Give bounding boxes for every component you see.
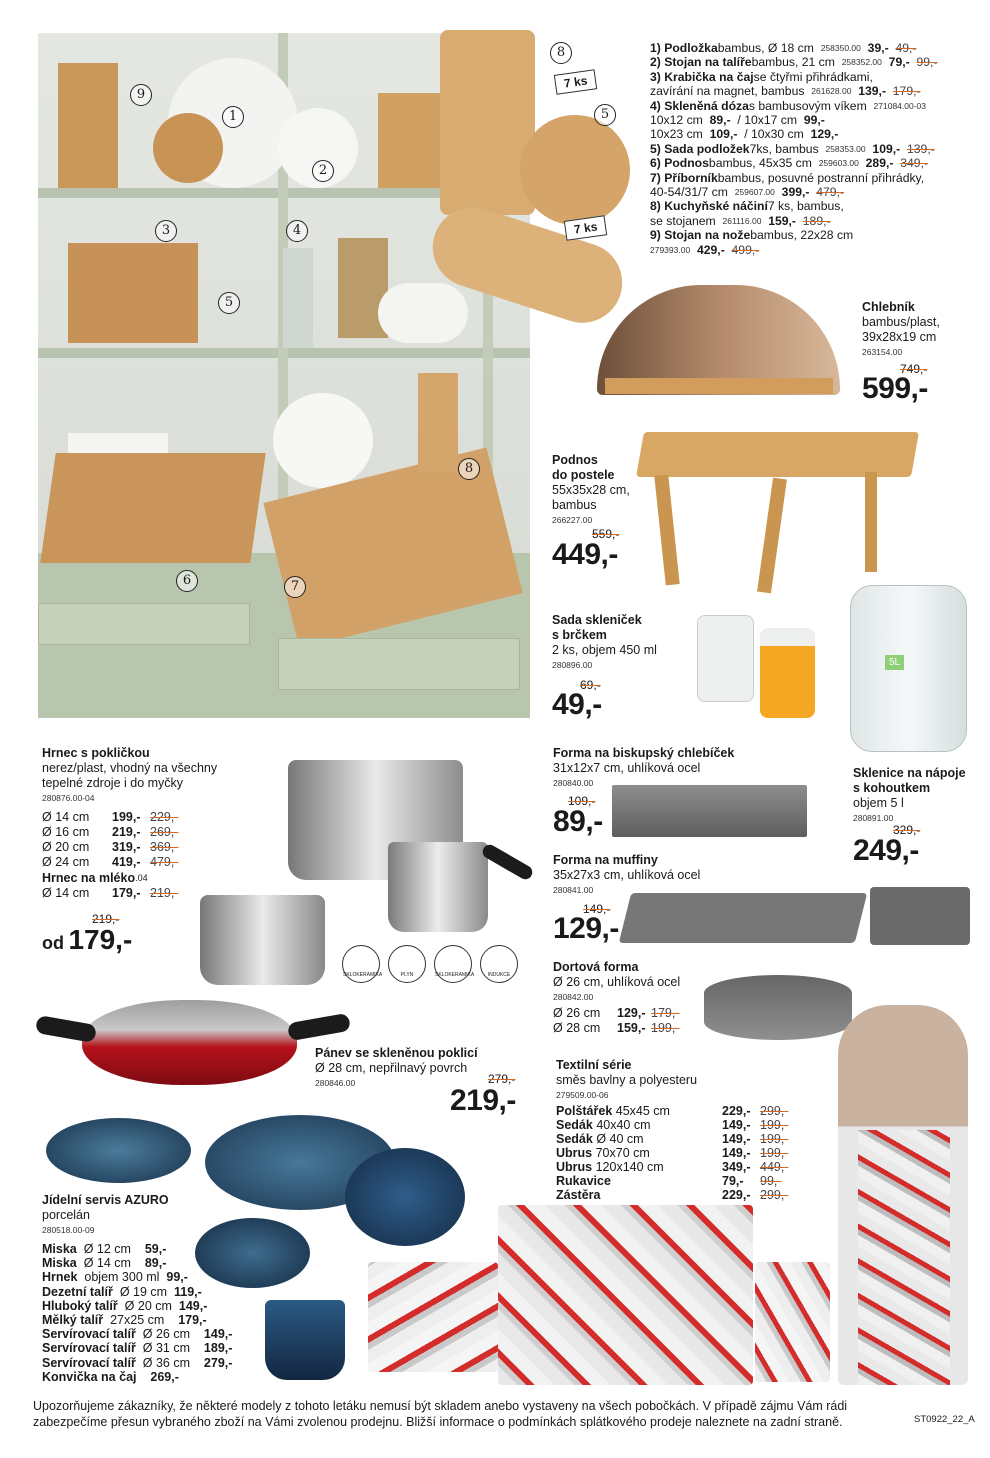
podnos-old-price: 559,- — [592, 527, 620, 541]
list-item: 9) Stojan na nože bambus, 22x28 cm — [650, 228, 854, 243]
list-item: 279393.00 429,- 499,- — [650, 242, 760, 257]
newspaper-tablecloth-photo — [498, 1205, 753, 1385]
azuro-info — [42, 1193, 169, 1238]
chlebnik-info — [862, 300, 940, 360]
list-item: 7) Příborník bambus, posuvné postranní přihrádky, — [650, 170, 925, 185]
table-row: Ubrus 120x140 cm 349,- 449,- — [556, 1160, 789, 1174]
forma-chleb-code: 280840.00 — [553, 778, 594, 788]
forma-chleb-desc: 31x12x7 cm, uhlíková ocel — [553, 761, 701, 775]
azuro-title: Jídelní servis AZURO — [42, 1193, 169, 1207]
photo-number-8b: 8 — [550, 42, 572, 64]
badge-7ks-utensils: 7 ks — [554, 69, 598, 95]
gas-hob-icon: PLYN — [388, 945, 426, 983]
panev-old-price: 279,- — [488, 1072, 516, 1086]
sklenicky-title: Sada skleniček — [552, 613, 642, 627]
list-item: 8) Kuchyňské náčiní 7 ks, bambus, — [650, 199, 844, 214]
table-row: Ø 26 cm 129,- 179,- — [553, 1006, 680, 1020]
chlebnik-price: 599,- — [862, 372, 928, 405]
dortova-info — [553, 960, 680, 1005]
sklenicky-price: 49,- — [552, 688, 602, 721]
panev-title: Pánev se skleněnou poklicí — [315, 1046, 478, 1060]
footer-line-1: Upozorňujeme zákazníky, že některé modely z tohoto letáku nemusí být skladem anebo vystaveny na všech pobočkách. V případě zájmu Vám rádi — [33, 1399, 848, 1413]
list-item: zavírání na magnet, bambus 261628.00 139,- 179,- — [650, 84, 921, 99]
dortova-desc: Ø 26 cm, uhlíková ocel — [553, 975, 681, 989]
footer-disclaimer — [33, 1398, 913, 1430]
photo-number-8: 8 — [458, 458, 480, 480]
jar-glass-juice-photo — [760, 628, 815, 718]
table-row: Ubrus 70x70 cm 149,- 199,- — [556, 1146, 789, 1160]
glass-ceramic-hob-icon: SKLOKERAMIKA — [434, 945, 472, 983]
azuro-mug-photo — [265, 1300, 345, 1380]
loaf-pan-photo — [612, 785, 807, 837]
induction-hob-icon: INDUKCE — [480, 945, 518, 983]
textil-title: Textilní série — [556, 1058, 632, 1072]
chlebnik-old-price: 749,- — [900, 362, 928, 376]
hrnec-from-old-price: 219,- — [92, 912, 120, 926]
jar-glass-photo — [697, 615, 754, 702]
hrnec-price-table — [42, 810, 242, 870]
table-row: Konvička na čaj 269,- — [42, 1369, 179, 1384]
table-row: Ø 16 cm 219,- 269,- — [42, 825, 179, 839]
podnos-price: 449,- — [552, 538, 618, 571]
photo-number-5b: 5 — [594, 104, 616, 126]
milk-pot-photo — [388, 842, 488, 932]
photo-number-2: 2 — [312, 160, 334, 182]
napoje-desc: objem 5 l — [853, 796, 904, 810]
podnos-title: Podnos — [552, 453, 598, 467]
list-item: 5) Sada podložek 7ks, bambus 258353.00 109,- 139,- — [650, 141, 935, 156]
mleko-suffix: .04 — [135, 873, 148, 883]
chlebnik-size: 39x28x19 cm — [862, 330, 937, 344]
table-row: Hrnek objem 300 ml 99,- — [42, 1270, 188, 1285]
pot-handle — [480, 842, 535, 882]
table-row: Sedák 40x40 cm 149,- 199,- — [556, 1118, 789, 1132]
napoje-info — [853, 766, 966, 826]
panev-code: 280846.00 — [315, 1078, 356, 1088]
drink-dispenser-photo — [850, 585, 967, 752]
panev-desc: Ø 28 cm, nepřilnavý povrch — [315, 1061, 468, 1075]
list-item: 4) Skleněná dóza s bambusovým víkem 271084.00-03 — [650, 98, 926, 113]
hrnec-desc: nerez/plast, vhodný na všechny — [42, 761, 218, 775]
table-row: Zástěra 229,- 299,- — [556, 1188, 789, 1202]
azuro-bowl-photo — [46, 1118, 191, 1183]
list-item: 2) Stojan na talíře bambus, 21 cm 258352.00 79,- 99,- — [650, 55, 938, 70]
table-row: Ø 20 cm 319,- 369,- — [42, 840, 179, 854]
forma-muffin-desc: 35x27x3 cm, uhlíková ocel — [553, 868, 701, 882]
page-code: ST0922_22_A — [914, 1414, 975, 1425]
napoje-old-price: 329,- — [893, 823, 921, 837]
table-row: Servírovací talíř Ø 26 cm 149,- — [42, 1327, 233, 1342]
dortova-price-table — [553, 1006, 703, 1036]
textil-price-table — [556, 1104, 796, 1202]
podnos-material: bambus — [552, 498, 597, 512]
hrnec-desc-2: tepelné zdroje i do myčky — [42, 776, 184, 790]
photo-number-3: 3 — [155, 220, 177, 242]
table-row: Ø 28 cm 159,- 199,- — [553, 1021, 680, 1035]
sklenicky-old-price: 69,- — [580, 678, 601, 692]
list-item: se stojanem 261116.00 159,- 189,- — [650, 213, 831, 228]
mleko-title: Hrnec na mléko — [42, 871, 136, 885]
frying-pan-handle — [35, 1015, 97, 1043]
bed-tray-leg — [757, 478, 787, 594]
photo-number-1: 1 — [222, 106, 244, 128]
sklenicky-title-2: s brčkem — [552, 628, 607, 642]
azuro-code: 280518.00-09 — [42, 1225, 95, 1235]
small-pot-photo — [200, 895, 325, 985]
footer-line-2: zabezpečíme přesun vybraného zboží na Vámi zvolenou prodejnu. Bližší informace o podmínkách splátkového prodeje naleznete na zadní straně. — [33, 1415, 843, 1429]
forma-chleb-old-price: 109,- — [568, 794, 596, 808]
muffin-tray-photo — [619, 893, 867, 943]
list-item: 6) Podnos bambus, 45x35 cm 259603.00 289,- 349,- — [650, 156, 928, 171]
panev-price: 219,- — [450, 1084, 516, 1117]
table-row: Ø 24 cm 419,- 479,- — [42, 855, 179, 869]
table-row: Miska Ø 14 cm 89,- — [42, 1256, 167, 1271]
mleko-info — [42, 871, 242, 901]
table-row: Ø 14 cm 199,- 229,- — [42, 810, 179, 824]
textil-code: 279509.00-06 — [556, 1090, 609, 1100]
napoje-title-2: s kohoutkem — [853, 781, 931, 795]
newspaper-cushion-photo — [755, 1262, 830, 1382]
chlebnik-title: Chlebník — [862, 300, 915, 314]
photo-number-6: 6 — [176, 570, 198, 592]
springform-pan-photo — [704, 975, 852, 1040]
table-row: Sedák Ø 40 cm 149,- 199,- — [556, 1132, 789, 1146]
table-row: Hluboký talíř Ø 20 cm 149,- — [42, 1298, 208, 1313]
table-row: Dezetní talíř Ø 19 cm 119,- — [42, 1284, 202, 1299]
hrnec-title: Hrnec s pokličkou — [42, 746, 150, 760]
table-row: Rukavice 79,- 99,- — [556, 1174, 782, 1188]
podnos-info — [552, 453, 630, 528]
napoje-code: 280891.00 — [853, 813, 894, 823]
table-row: Mělký talíř 27x25 cm 179,- — [42, 1313, 207, 1328]
list-item: 1) Podložka bambus, Ø 18 cm 258350.00 39,- 49,- — [650, 41, 917, 55]
forma-chleb-info — [553, 746, 734, 791]
bed-tray-leg — [865, 472, 877, 572]
forma-chleb-title: Forma na biskupský chlebíček — [553, 746, 735, 760]
bed-tray-leg — [654, 475, 679, 586]
dortova-title: Dortová forma — [553, 960, 639, 974]
photo-number-5: 5 — [218, 292, 240, 314]
forma-muffin-info — [553, 853, 700, 898]
forma-muffin-old-price: 149,- — [583, 902, 611, 916]
frying-pan-photo — [82, 1000, 297, 1085]
bamboo-utensils-photo — [440, 30, 535, 215]
textil-desc: směs bavlny a polyesteru — [556, 1073, 698, 1087]
list-item: 10x23 cm 109,- / 10x30 cm 129,- — [650, 127, 839, 142]
table-row: Miska Ø 12 cm 59,- — [42, 1242, 167, 1256]
photo-number-7: 7 — [284, 576, 306, 598]
forma-muffin-code: 280841.00 — [553, 885, 594, 895]
napoje-title: Sklenice na nápoje — [853, 766, 966, 780]
podnos-title-2: do postele — [552, 468, 615, 482]
hrnec-code: 280876.00-04 — [42, 793, 95, 803]
list-item: 3) Krabička na čaj se čtyřmi přihrádkami, — [650, 69, 873, 84]
dortova-code: 280842.00 — [553, 992, 594, 1002]
hrnec-info — [42, 746, 217, 806]
photo-number-9: 9 — [130, 84, 152, 106]
forma-muffin-title: Forma na muffiny — [553, 853, 658, 867]
apron-photo — [858, 1130, 950, 1385]
chlebnik-code: 263154.00 — [862, 347, 903, 357]
sklenicky-code: 280896.00 — [552, 660, 593, 670]
photo-number-4: 4 — [286, 220, 308, 242]
forma-chleb-price: 89,- — [553, 805, 603, 838]
podnos-size: 55x35x28 cm, — [552, 483, 630, 497]
table-row: Ø 14 cm 179,- 219,- — [42, 886, 179, 900]
coaster-set-photo — [520, 115, 630, 225]
dispenser-label: 5L — [885, 655, 904, 670]
podnos-code: 266227.00 — [552, 515, 593, 525]
table-row: Servírovací talíř Ø 36 cm 279,- — [42, 1355, 233, 1370]
azuro-price-table — [42, 1242, 232, 1384]
bamboo-product-list — [650, 41, 985, 257]
napoje-price: 249,- — [853, 834, 919, 867]
bed-tray-photo — [636, 432, 919, 477]
frying-pan-handle — [287, 1013, 351, 1041]
list-item: 10x12 cm 89,- / 10x17 cm 99,- — [650, 113, 825, 128]
ceramic-hob-icon: SKLOKERAMIKA — [342, 945, 380, 983]
newspaper-pillow-photo — [368, 1262, 498, 1372]
chlebnik-desc: bambus/plast, — [862, 315, 940, 329]
hrnec-from-price: od 179,- — [42, 924, 133, 955]
table-row: Servírovací talíř Ø 31 cm 189,- — [42, 1341, 233, 1356]
muffin-tray-closeup — [870, 887, 970, 945]
badge-7ks-coasters: 7 ks — [564, 215, 608, 241]
azuro-teapot-photo — [345, 1148, 465, 1246]
azuro-desc: porcelán — [42, 1208, 90, 1222]
sklenicky-info — [552, 613, 657, 673]
list-item: 40-54/31/7 cm 259607.00 399,- 479,- — [650, 185, 845, 200]
forma-muffin-price: 129,- — [553, 912, 619, 945]
table-row: Polštářek 45x45 cm 229,- 299,- — [556, 1104, 789, 1118]
textil-info — [556, 1058, 697, 1103]
bread-box-base — [605, 378, 833, 394]
sklenicky-desc: 2 ks, objem 450 ml — [552, 643, 657, 657]
